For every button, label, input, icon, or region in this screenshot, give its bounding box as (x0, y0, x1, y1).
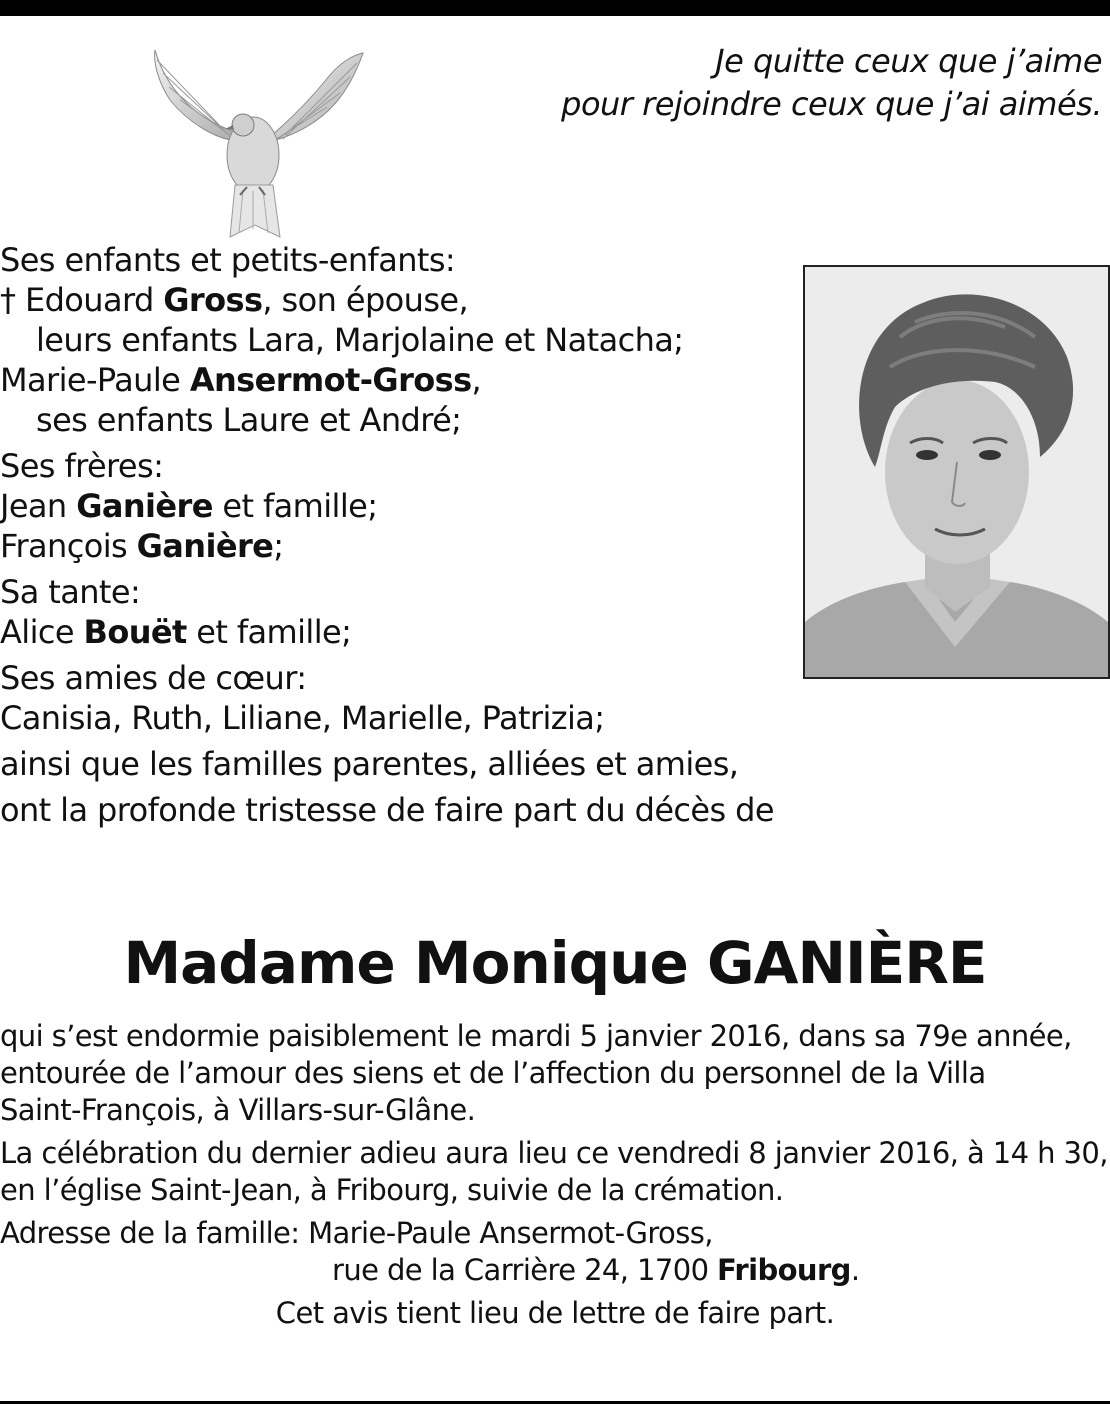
ceremony-line-1: La célébration du dernier adieu aura lieu ce vendredi 8 janvier 2016, à 14 h 30, (0, 1136, 1108, 1170)
closing-line-2: ont la profonde tristesse de faire part du décès de (0, 791, 774, 829)
child-2-kids: ses enfants Laure et André; (36, 401, 462, 439)
announcement-body (0, 1018, 1110, 1332)
deceased-name: Madame Monique GANIÈRE (123, 929, 987, 997)
quote-line-1: Je quitte ceux que j’aime (715, 42, 1102, 80)
family-list (0, 240, 774, 830)
friends-heading: Ses amies de cœur: (0, 659, 307, 697)
death-line-2: entourée de l’amour des siens et de l’affection du personnel de la Villa (0, 1056, 986, 1090)
children-heading: Ses enfants et petits-enfants: (0, 241, 456, 279)
aunt-heading: Sa tante: (0, 573, 141, 611)
child-1-kids: leurs enfants Lara, Marjolaine et Natacha; (36, 321, 684, 359)
top-rule (0, 0, 1110, 16)
dove-icon (135, 45, 375, 245)
child-1-surname: Gross (163, 281, 263, 319)
brothers-heading: Ses frères: (0, 447, 164, 485)
brother-1-surname: Ganière (76, 487, 213, 525)
aunt-line: Alice Bouët et famille; (0, 613, 352, 651)
child-2-line: Marie-Paule Ansermot-Gross, (0, 361, 482, 399)
portrait-photo (803, 265, 1110, 679)
brother-2-surname: Ganière (136, 527, 274, 565)
child-1-line: † Edouard Gross, son épouse, (0, 281, 469, 319)
address-city: Fribourg (717, 1253, 851, 1287)
aunt-surname: Bouët (83, 613, 187, 651)
epitaph-quote (561, 40, 1102, 126)
brother-1-line: Jean Ganière et famille; (0, 487, 378, 525)
death-line-1: qui s’est endormie paisiblement le mardi 5 janvier 2016, dans sa 79e année, (0, 1019, 1072, 1053)
address-line-1: Adresse de la famille: Marie-Paule Ansermot-Gross, (0, 1216, 713, 1250)
quote-line-2: pour rejoindre ceux que j’ai aimés. (561, 85, 1102, 123)
ceremony-line-2: en l’église Saint-Jean, à Fribourg, suivie de la crémation. (0, 1173, 784, 1207)
child-2-surname: Ansermot-Gross (189, 361, 472, 399)
notice-line: Cet avis tient lieu de lettre de faire part. (275, 1296, 835, 1330)
death-line-3: Saint-François, à Villars-sur-Glâne. (0, 1093, 476, 1127)
friends-list: Canisia, Ruth, Liliane, Marielle, Patrizia; (0, 699, 605, 737)
address-line-2: rue de la Carrière 24, 1700 Fribourg. (332, 1253, 860, 1287)
bottom-rule (0, 1401, 1110, 1404)
closing-line-1: ainsi que les familles parentes, alliées et amies, (0, 745, 739, 783)
brother-2-line: François Ganière; (0, 527, 284, 565)
